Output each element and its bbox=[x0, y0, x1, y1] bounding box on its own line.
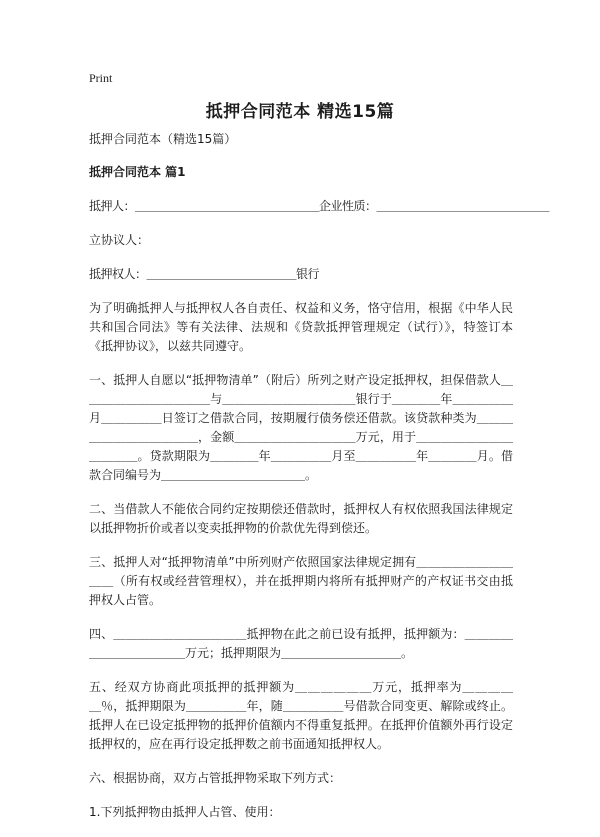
mortgagee-field: 抵押权人：＿＿＿＿＿＿＿＿＿＿＿＿＿银行 bbox=[89, 267, 320, 281]
paragraph-clause-4: 四、＿＿＿＿＿＿＿＿＿＿＿抵押物在此之前已设有抵押，抵押额为：＿＿＿＿＿＿＿＿＿＿＿＿万元；抵押期限为＿＿＿＿＿＿＿＿＿＿。 bbox=[89, 627, 513, 660]
document-subtitle: 抵押合同范本（精选15篇） bbox=[89, 132, 237, 146]
mortgagor-field: 抵押人：＿＿＿＿＿＿＿＿＿＿＿＿＿＿＿＿企业性质：＿＿＿＿＿＿＿＿＿＿＿＿＿＿＿ bbox=[89, 199, 550, 213]
paragraph-clause-5: 五、经双方协商此项抵押的抵押额为＿＿＿＿＿＿万元，抵押率为＿＿＿＿＿％，抵押期限为＿＿＿＿＿年，随＿＿＿＿＿号借款合同变更、解除或终止。抵押人在已设定抵押物的抵押价值额内不得重复抵押。在抵押价值额外再行设定抵押权的，应在再行设定抵押数之前书面通知抵押权人。 bbox=[89, 680, 513, 751]
paragraph-preamble: 为了明确抵押人与抵押权人各自责任、权益和义务，恪守信用，根据《中华人民共和国合同法》等有关法律、法规和《贷款抵押管理规定（试行）》，特签订本《抵押协议》，以兹共同遵守。 bbox=[89, 301, 513, 353]
paragraph-clause-6-item-1: 1.下列抵押物由抵押人占管、使用： bbox=[89, 805, 281, 819]
print-link[interactable]: Print bbox=[89, 71, 113, 85]
section-title: 抵押合同范本 篇1 bbox=[89, 165, 186, 179]
paragraph-clause-6: 六、根据协商，双方占管抵押物采取下列方式： bbox=[89, 771, 342, 785]
paragraph-clause-1: 一、抵押人自愿以“抵押物清单”（附后）所列之财产设定抵押权，担保借款人＿＿＿＿＿＿＿＿＿＿＿与＿＿＿＿＿＿＿＿＿＿＿银行于＿＿＿＿年＿＿＿＿＿月＿＿＿＿＿日签订之借款合同，按期履行债务偿还借款。该贷款种类为＿＿＿＿＿＿＿＿＿＿＿＿，金额＿＿＿＿＿＿＿＿＿＿万元，用于＿＿＿＿＿＿＿＿＿＿＿＿。贷款期限为＿＿＿＿年＿＿＿＿＿月至＿＿＿＿＿年＿＿＿＿月。借款合同编号为＿＿＿＿＿＿＿＿＿＿＿＿。 bbox=[89, 373, 513, 482]
parties-field: 立协议人： bbox=[89, 233, 150, 247]
page-title: 抵押合同范本 精选15篇 bbox=[205, 102, 395, 122]
paragraph-clause-3: 三、抵押人对“抵押物清单”中所列财产依照国家法律规定拥有＿＿＿＿＿＿＿＿＿＿（所有权或经营管理权），并在抵押期内将所有抵押财产的产权证书交由抵押权人占管。 bbox=[89, 555, 513, 607]
paragraph-clause-2: 二、当借款人不能依合同约定按期偿还借款时，抵押权人有权依照我国法律规定以抵押物折价或者以变卖抵押物的价款优先得到偿还。 bbox=[89, 502, 513, 535]
document-body bbox=[89, 130, 550, 837]
